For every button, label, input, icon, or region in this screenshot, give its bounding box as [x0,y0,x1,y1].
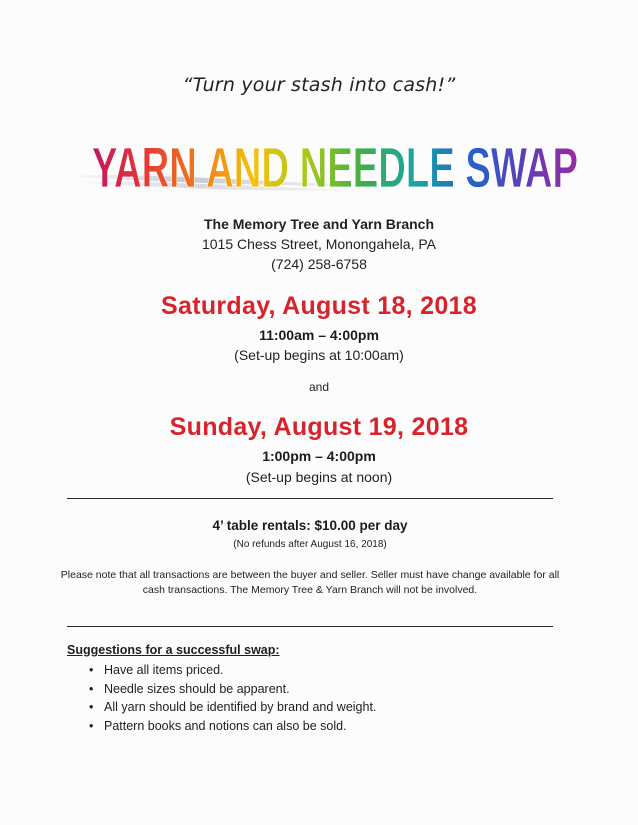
divider-top [67,498,553,499]
divider-bottom [67,626,553,627]
sunday-date: Sunday, August 19, 2018 [169,413,469,441]
event-title: YARN AND NEEDLE SWAP [92,137,579,200]
list-item [67,680,547,699]
venue-address: 1015 Chess Street, Monongahela, PA [201,236,436,252]
saturday-date: Saturday, August 18, 2018 [161,292,477,320]
bullet-icon: • [89,700,94,714]
bullet-icon: • [89,663,94,677]
sunday-hours: 1:00pm – 4:00pm [262,448,376,464]
sunday-setup: (Set-up begins at noon) [245,469,393,485]
bullet-icon: • [89,718,94,733]
event-title-svg [0,130,638,200]
list-item [67,661,547,680]
list-item [67,717,547,736]
list-item-text: Have all items priced. [104,663,224,677]
list-item [67,698,547,717]
list-item-text: All yarn should be identified by brand and weight. [104,700,377,714]
tagline: “Turn your stash into cash!” [182,74,456,96]
venue-name: The Memory Tree and Yarn Branch [203,216,435,232]
suggestions-list [67,661,547,735]
list-item-text: Needle sizes should be apparent. [104,681,290,696]
suggestions-heading: Suggestions for a successful swap: [67,643,280,657]
and-connector: and [308,380,330,394]
event-title-banner [0,130,638,200]
transaction-note: Please note that all transactions are between the buyer and seller. Seller must have change available for all cash transactions. The Memory Tree & Yarn Branch will not be involved. [60,569,560,596]
refund-policy: (No refunds after August 16, 2018) [233,539,387,550]
table-rental-price: 4’ table rentals: $10.00 per day [212,518,408,533]
bullet-icon: • [89,681,94,696]
list-item-text: Pattern books and notions can also be sold. [104,718,347,733]
venue-block [0,214,638,274]
venue-phone: (724) 258-6758 [271,256,367,272]
suggestions-section [67,641,547,735]
saturday-hours: 11:00am – 4:00pm [259,327,379,343]
saturday-setup: (Set-up begins at 10:00am) [234,347,404,363]
